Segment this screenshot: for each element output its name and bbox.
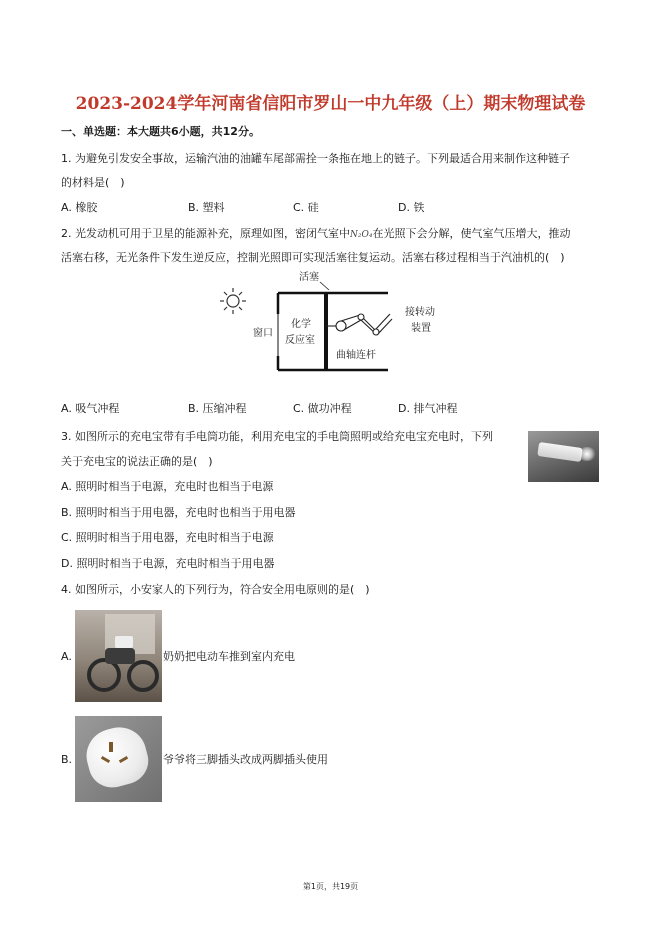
q1-option-c: C. 硅 xyxy=(293,201,319,214)
section-heading: 一、单选题：本大题共6小题，共12分。 xyxy=(61,125,260,138)
q2-stem-line1-pre: 2. 光发动机可用于卫星的能源补充，原理如图，密闭气室中 xyxy=(61,227,350,240)
crank-linkage xyxy=(326,314,392,335)
q4-option-b-text: 爷爷将三脚插头改成两脚插头使用 xyxy=(163,753,328,766)
q3-option-d: D. 照明时相当于电源，充电时相当于用电器 xyxy=(61,557,275,570)
q2-option-d: D. 排气冲程 xyxy=(398,402,458,415)
q1-stem-line2: 的材料是( ) xyxy=(61,176,125,189)
q4-option-a-label: A. xyxy=(61,650,72,663)
q2-option-c: C. 做功冲程 xyxy=(293,402,352,415)
q2-stem-line1-post: 在光照下会分解，使气室气压增大，推动 xyxy=(372,227,571,240)
q1-stem-line1: 1. 为避免引发安全事故，运输汽油的油罐车尾部需拴一条拖在地上的链子。下列最适合用来制作这种链子 xyxy=(61,152,570,165)
label-window: 窗口 xyxy=(253,328,273,339)
q2-formula: N₂O₄ xyxy=(350,230,373,240)
plug-photo xyxy=(75,716,162,802)
piston xyxy=(324,293,328,370)
q1-option-d: D. 铁 xyxy=(398,201,425,214)
q4-option-a-text: 奶奶把电动车推到室内充电 xyxy=(163,650,295,663)
q3-stem-line2: 关于充电宝的说法正确的是( ) xyxy=(61,455,213,468)
q2-stem-line2: 活塞右移，无光条件下发生逆反应，控制光照即可实现活塞往复运动。活塞右移过程相当于汽油机的( ) xyxy=(61,251,565,264)
q4-stem: 4. 如图所示，小安家人的下列行为，符合安全用电原则的是( ) xyxy=(61,583,370,596)
sun-icon xyxy=(220,288,246,314)
q2-stem-line1 xyxy=(61,227,570,242)
ebike-indoor-photo xyxy=(75,610,162,702)
q4-option-b-label: B. xyxy=(61,753,73,766)
q3-option-b: B. 照明时相当于用电器，充电时也相当于用电器 xyxy=(61,506,296,519)
label-piston: 活塞 xyxy=(299,272,319,283)
q1-option-b: B. 塑料 xyxy=(188,201,225,214)
power-bank-photo xyxy=(528,431,599,482)
q2-option-b: B. 压缩冲程 xyxy=(188,402,247,415)
q2-engine-diagram xyxy=(220,268,450,388)
q1-option-a: A. 橡胶 xyxy=(61,201,98,214)
page-footer: 第1页，共19页 xyxy=(302,882,359,891)
label-crank: 曲轴连杆 xyxy=(336,350,376,361)
q2-option-a: A. 吸气冲程 xyxy=(61,402,120,415)
label-device-2: 装置 xyxy=(411,323,431,334)
page-title: 2023-2024学年河南省信阳市罗山一中九年级（上）期末物理试卷 xyxy=(75,94,586,114)
label-chamber-1: 化学 xyxy=(291,319,311,330)
label-device-1: 接转动 xyxy=(405,307,435,318)
q3-stem-line1: 3. 如图所示的充电宝带有手电筒功能，利用充电宝的手电筒照明或给充电宝充电时，下列 xyxy=(61,430,493,443)
q3-option-c: C. 照明时相当于用电器，充电时相当于电源 xyxy=(61,531,274,544)
q3-option-a: A. 照明时相当于电源，充电时也相当于电源 xyxy=(61,480,274,493)
label-chamber-2: 反应室 xyxy=(285,335,315,346)
